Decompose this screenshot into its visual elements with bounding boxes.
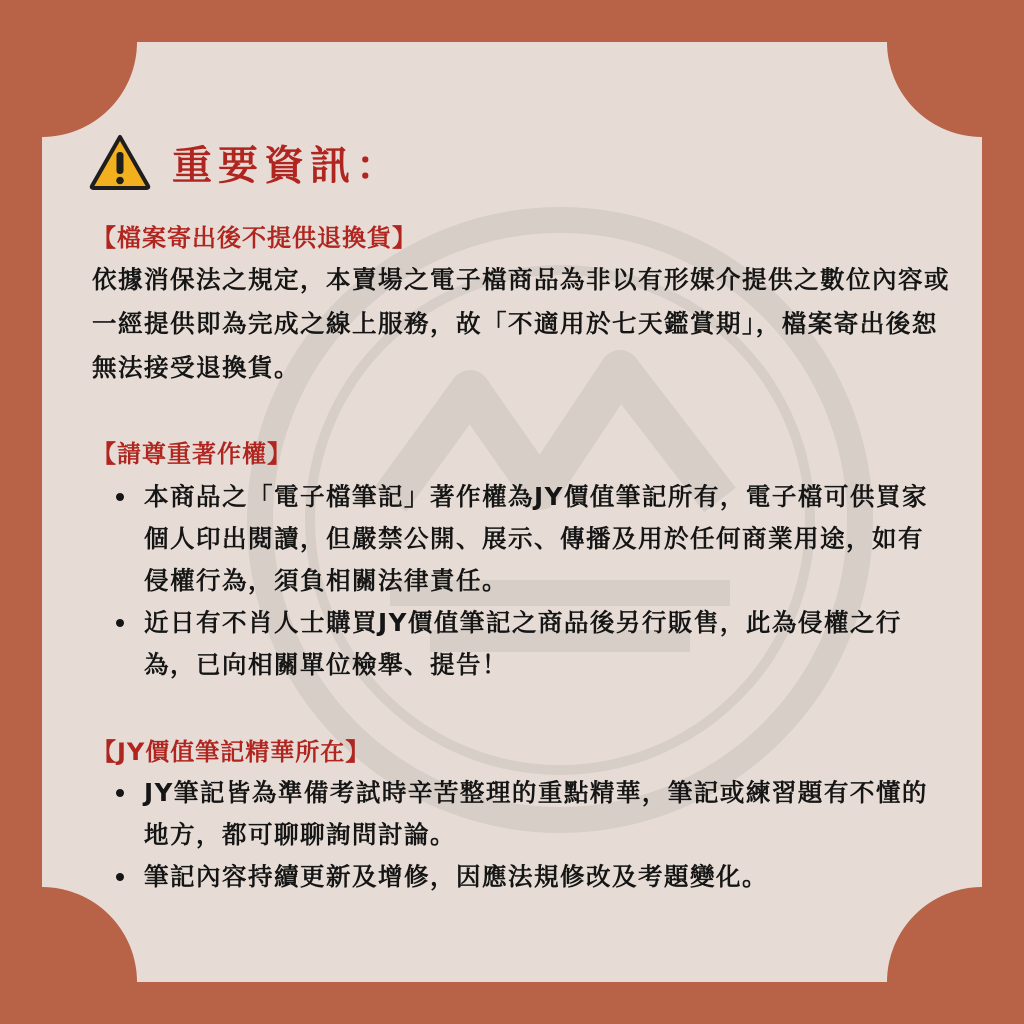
- list-item-text: 本商品之「電子檔筆記」著作權為JY價值筆記所有，電子檔可供買家個人印出閱讀，但嚴禁公開、展示、傳播及用於任何商業用途，如有侵權行為，須負相關法律責任。: [144, 482, 928, 595]
- highlights-list: [112, 772, 932, 898]
- list-item-text: JY筆記皆為準備考試時辛苦整理的重點精華，筆記或練習題有不懂的地方，都可聊聊詢問討論。: [144, 778, 928, 849]
- bullet-icon: [116, 789, 124, 797]
- list-item-text: 近日有不肖人士購買JY價值筆記之商品後另行販售，此為侵權之行為，已向相關單位檢舉、提告！: [144, 608, 902, 679]
- list-item: [112, 602, 932, 686]
- section-paragraph-no-refund: 依據消保法之規定，本賣場之電子檔商品為非以有形媒介提供之數位內容或一經提供即為完成之線上服務，故「不適用於七天鑑賞期」，檔案寄出後恕無法接受退換貨。: [92, 265, 950, 382]
- warning-triangle-icon: [88, 133, 152, 191]
- list-item: [112, 476, 932, 602]
- bullet-icon: [116, 619, 124, 627]
- list-item-text: 筆記內容持續更新及增修，因應法規修改及考題變化。: [144, 862, 768, 891]
- copyright-list: [112, 476, 932, 686]
- bullet-icon: [116, 493, 124, 501]
- bullet-icon: [116, 873, 124, 881]
- info-card: [42, 42, 982, 982]
- header: [88, 130, 402, 194]
- list-item: [112, 856, 932, 898]
- list-item: [112, 772, 932, 856]
- section-heading-highlights: 【JY價值筆記精華所在】: [92, 738, 371, 766]
- page-title: 重要資訊：: [172, 142, 402, 189]
- section-heading-no-refund: 【檔案寄出後不提供退換貨】: [92, 224, 417, 252]
- section-heading-copyright: 【請尊重著作權】: [92, 440, 292, 468]
